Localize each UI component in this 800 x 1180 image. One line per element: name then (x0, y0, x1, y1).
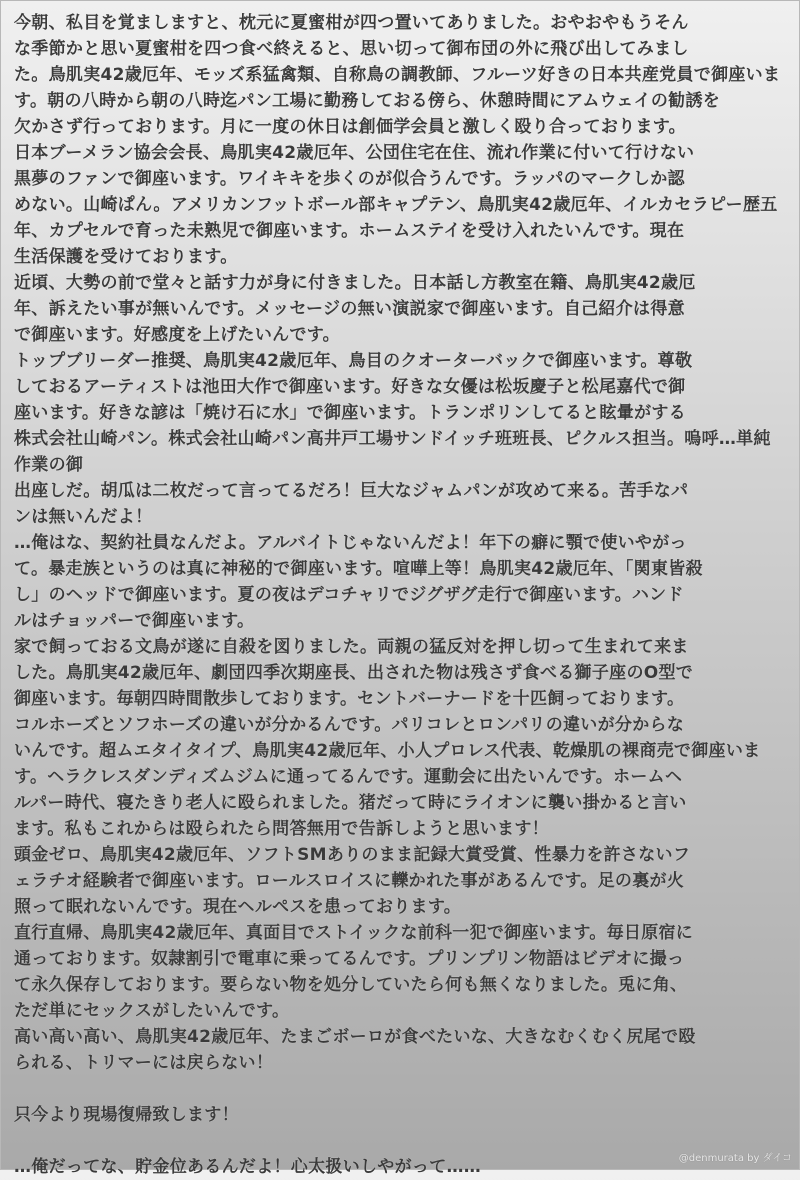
text-line: トップブリーダー推奨、鳥肌実42歳厄年、鳥目のクオーターバックで御座います。尊敬 (14, 351, 693, 371)
text-line: 高い高い高い、鳥肌実42歳厄年、たまごボーロが食べたいな、大きなむくむく尻尾で殴 (14, 1027, 696, 1047)
text-line: …俺はな、契約社員なんだよ。アルバイトじゃないんだよ！年下の癖に顎で使いやがっ (14, 533, 687, 553)
text-line (14, 1076, 788, 1102)
text-line: て永久保存しております。要らない物を処分していたら何も無くなりました。兎に角、 (14, 975, 688, 995)
text-line: ェラチオ経験者で御座います。ロールスロイスに轢かれた事があるんです。足の裏が火 (14, 871, 685, 891)
text-line: 日本ブーメラン協会会長、鳥肌実42歳厄年、公団住宅在住、流れ作業に付いて行けない (14, 143, 695, 163)
text-line: めない。山崎ぱん。アメリカンフットボール部キャプテン、鳥肌実42歳厄年、イルカセラピー歴五 (14, 195, 778, 215)
watermark: @denmurata by ダイコ (678, 1153, 792, 1164)
text-line: 生活保護を受けております。 (14, 247, 238, 267)
text-line: 直行直帰、鳥肌実42歳厄年、真面目でストイックな前科一犯で御座います。毎日原宿に (14, 923, 694, 943)
text-line: 只今より現場復帰致します！ (14, 1105, 239, 1125)
text-line: ルはチョッパーで御座います。 (14, 611, 255, 631)
text-line: 株式会社山崎パン。株式会社山崎パン高井戸工場サンドイッチ班班長、ピクルス担当。嗚呼…単純作業の御 (14, 429, 771, 475)
text-line: す。朝の八時から朝の八時迄パン工場に勤務しておる傍ら、休憩時間にアムウェイの勧誘を (14, 91, 721, 111)
text-line: …俺だってな、貯金位あるんだよ！心太扱いしやがって…… (14, 1157, 482, 1177)
text-line: ンは無いんだよ！ (14, 507, 153, 527)
text-line: 欠かさず行っております。月に一度の休日は創価学会員と激しく殴り合っております。 (14, 117, 686, 137)
text-line: す。ヘラクレスダンディズムジムに通ってるんです。運動会に出たいんです。ホームヘ (14, 767, 683, 787)
text-line: 座います。好きな諺は「焼け石に水」で御座います。トランポリンしてると眩暈がする (14, 403, 686, 423)
text-line: コルホーズとソフホーズの違いが分かるんです。パリコレとロンパリの違いが分からな (14, 715, 685, 735)
text-line: 年、訴えたい事が無いんです。メッセージの無い演説家で御座います。自己紹介は得意 (14, 299, 685, 319)
text-line: て。暴走族というのは真に神秘的で御座います。喧嘩上等！鳥肌実42歳厄年、「関東皆殺 (14, 559, 703, 579)
text-line: し」のヘッドで御座います。夏の夜はデコチャリでジグザグ走行で御座います。ハンド (14, 585, 684, 605)
text-line: した。鳥肌実42歳厄年、劇団四季次期座長、出された物は残さず食べる獅子座のO型で (14, 663, 694, 683)
text-line: 頭金ゼロ、鳥肌実42歳厄年、ソフトSMありのまま記録大賞受賞、性暴力を許さないフ (14, 845, 691, 865)
text-line: で御座います。好感度を上げたいんです。 (14, 325, 340, 345)
text-line: た。鳥肌実42歳厄年、モッズ系猛禽類、自称鳥の調教師、フルーツ好きの日本共産党員で御座いま (14, 65, 781, 85)
text-line: 照って眠れないんです。現在ヘルペスを患っております。 (14, 897, 462, 917)
text-line: 黒夢のファンで御座います。ワイキキを歩くのが似合うんです。ラッパのマークしか認 (14, 169, 685, 189)
text-line: な季節かと思い夏蜜柑を四つ食べ終えると、思い切って御布団の外に飛び出してみまし (14, 39, 689, 59)
text-line: いんです。超ムエタイタイプ、鳥肌実42歳厄年、小人プロレス代表、乾燥肌の裸商売で御座いま (14, 741, 761, 761)
text-line: ます。私もこれからは殴られたら問答無用で告訴しようと思います！ (14, 819, 549, 839)
text-line: 通っております。奴隷割引で電車に乗ってるんです。プリンプリン物語はビデオに撮っ (14, 949, 685, 969)
text-line: 家で飼っておる文鳥が遂に自殺を図りました。両親の猛反対を押し切って生まれて来ま (14, 637, 689, 657)
text-line: 出座しだ。胡瓜は二枚だって言ってるだろ！巨大なジャムパンが攻めて来る。苦手なパ (14, 481, 689, 501)
text-line: ただ単にセックスがしたいんです。 (14, 1001, 290, 1021)
text-line: 近頃、大勢の前で堂々と話す力が身に付きました。日本話し方教室在籍、鳥肌実42歳厄 (14, 273, 696, 293)
text-line: 御座います。毎朝四時間散歩しております。セントバーナードを十匹飼っております。 (14, 689, 685, 709)
text-line: ルパー時代、寝たきり老人に殴られました。猪だって時にライオンに襲い掛かると言い (14, 793, 687, 813)
monologue-text (14, 10, 788, 1180)
text-line: 今朝、私目を覚ましますと、枕元に夏蜜柑が四つ置いてありました。おやおやもうそん (14, 13, 689, 33)
text-line: られる、トリマーには戻らない！ (14, 1053, 274, 1073)
text-line (14, 1128, 788, 1154)
text-line: 年、カプセルで育った未熟児で御座います。ホームステイを受け入れたいんです。現在 (14, 221, 685, 241)
text-line: しておるアーティストは池田大作で御座います。好きな女優は松坂慶子と松尾嘉代で御 (14, 377, 686, 397)
